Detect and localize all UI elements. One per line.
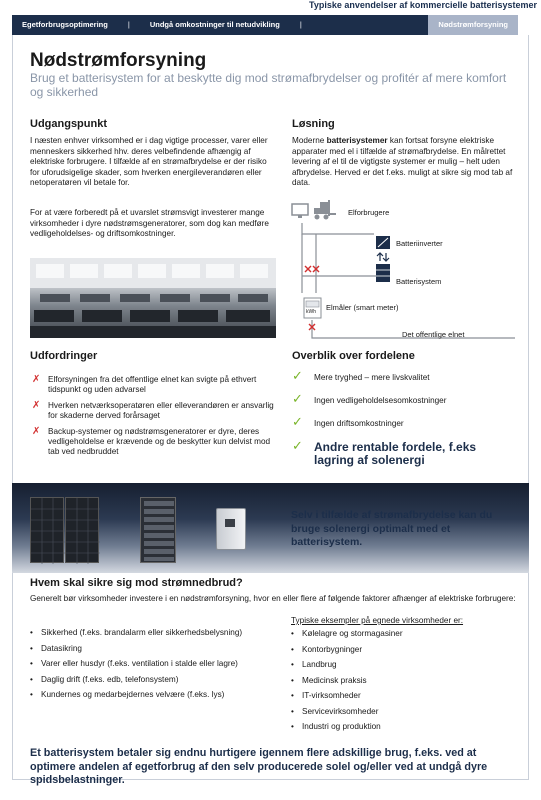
page-title: Nødstrømforsyning: [30, 50, 207, 71]
list-item: • Servicevirksomheder: [291, 707, 511, 718]
diagram-label-batteriinverter: Batteriinverter: [396, 239, 443, 248]
list-item: ✓ Mere tryghed – mere livskvalitet: [292, 368, 430, 383]
diagram-meter-unit: kWh: [306, 309, 316, 315]
document-title: Typiske anvendelser af kommercielle batterisystemer: [309, 0, 537, 10]
monitor-icon: [292, 204, 308, 218]
list-item: ✓ Andre rentable fordele, f.eks lagring af solenergi: [292, 438, 477, 467]
loesning-text-a: Moderne: [292, 136, 327, 145]
udgangspunkt-paragraph-1: I næsten enhver virksomhed er i dag vigtige processer, varer eller menneskers sikkerhed hhv. deres velbefindende afhængig af elektriske forbrugere. I tilfælde af en strømafbrydelse er der risiko for uforudsigelige skader, som hverken energileverandøren eller netoperatøren vil betale for.: [30, 136, 268, 188]
list-item: • Daglig drift (f.eks. edb, telefonsystem): [30, 675, 270, 686]
diagram-label-elforbrugere: Elforbrugere: [348, 208, 390, 217]
list-item: • Medicinsk praksis: [291, 676, 511, 687]
list-item: ✗ Backup-systemer og nødstrømsgeneratorer er dyre, deres vedligeholdelse er krævende og de beskytter kun delvist mod tab ved nedbruddet: [32, 426, 271, 456]
list-item: ✗ Elforsyningen fra det offentlige elnet kan svigte på ethvert tidspunkt og uden advarsel: [32, 374, 257, 394]
diagram-label-batterisystem: Batterisystem: [396, 277, 442, 286]
tab-noedstroemforsyning[interactable]: Nødstrømforsyning: [428, 15, 518, 35]
tab-separator: |: [127, 20, 130, 29]
tab-bar: [12, 15, 518, 35]
diagram-label-elnet: Det offentlige elnet: [402, 330, 465, 339]
loesning-text-b: kan fortsat forsyne elektriske apparater med el i tilfælde af strømafbrydelse. En målrettet levering af el til de vigtigste systemer er mulig – helt uden afbrydelse. Herved er det f.eks. muligt at sikre sig mod tab af data.: [292, 136, 513, 188]
list-item: • Kølelagre og stormagasiner: [291, 629, 511, 640]
faktorer-list: [30, 628, 270, 706]
office-photo: [30, 258, 276, 338]
udgangspunkt-paragraph-2: For at være forberedt på et uvarslet strømsvigt investerer mange virksomheder i dyre nødstrømsgeneratorer, som dog kan medføre vedligeholdelses- og driftsomkostninger.: [30, 208, 269, 239]
checkmark-icon: ✓: [292, 391, 303, 406]
document-header: [0, 0, 541, 14]
tab-separator: |: [299, 20, 302, 29]
red-x-icon: ✗: [32, 426, 41, 437]
battery-rack-image: [140, 497, 176, 563]
tab-netudvikling[interactable]: Undgå omkostninger til netudvikling: [149, 20, 280, 29]
page-subtitle: Brug et batterisystem for at beskytte dig mod strømafbrydelser og profitér af mere komfort og sikkerhed: [30, 71, 507, 99]
checkmark-icon: ✓: [292, 368, 303, 383]
updown-arrows-icon: [377, 253, 389, 261]
list-item: • Kundernes og medarbejdernes velvære (f.eks. lys): [30, 690, 270, 701]
eksempler-list: [291, 629, 511, 738]
diagram-label-elmaaler: Elmåler (smart meter): [326, 303, 399, 312]
loesning-text-bold: batterisystemer: [326, 136, 388, 145]
inverter-icon: [376, 236, 390, 249]
forklift-icon: [314, 200, 336, 220]
red-x-icon: ✗: [32, 400, 41, 411]
list-item: • Landbrug: [291, 660, 511, 671]
fordele-list: [292, 368, 512, 467]
list-item: • Sikkerhed (f.eks. brandalarm eller sikkerhedsbelysning): [30, 628, 270, 639]
fordele-heading: Overblik over fordelene: [292, 350, 415, 362]
conclusion-text: Et batterisystem betaler sig endnu hurtigere igennem flere adskillige brug, f.eks. ved at optimere andelen af egetforbrug af den selv producerede solel og/eller ved at undgå dyre spidsbelastninger.: [30, 747, 488, 786]
eksempler-heading: Typiske eksempler på egnede virksomheder er:: [291, 616, 464, 625]
list-item: ✓ Ingen vedligeholdelsesomkostninger: [292, 391, 447, 406]
battery-icon: [376, 264, 390, 282]
smart-meter-icon: [304, 298, 321, 318]
list-item: ✗ Hverken netværksoperatøren eller elleverandøren er ansvarlig for skaderne derved forårsaget: [32, 400, 274, 420]
list-item: • Datasikring: [30, 644, 270, 655]
checkmark-icon: ✓: [292, 414, 303, 429]
solar-panel-image: [30, 497, 64, 563]
list-item: • Varer eller husdyr (f.eks. ventilation i stalde eller lagre): [30, 659, 270, 670]
solar-panel-image: [65, 497, 99, 563]
udfordringer-list: [30, 375, 276, 463]
list-item: • Industri og produktion: [291, 722, 511, 733]
list-item: ✓ Ingen driftsomkostninger: [292, 414, 404, 429]
tab-egetforbrugsoptimering[interactable]: Egetforbrugsoptimering: [22, 20, 108, 29]
inverter-image: [216, 508, 246, 550]
loesning-paragraph: [292, 136, 514, 189]
banner-text: Selv i tilfælde af strømafbrydelse kan du bruge solenergi optimalt med et batterisystem.: [291, 509, 493, 548]
list-item: • Kontorbygninger: [291, 645, 511, 656]
hvem-intro: Generelt bør virksomheder investere i en nødstrømforsyning, hvor en eller flere af følgende faktorer afhænger af elektriske forbrugere:: [30, 594, 516, 603]
udfordringer-heading: Udfordringer: [30, 350, 98, 362]
red-x-icon: ✗: [32, 374, 41, 385]
list-item: • IT-virksomheder: [291, 691, 511, 702]
solution-diagram: [290, 198, 515, 343]
hvem-heading: Hvem skal sikre sig mod strømnedbrud?: [30, 577, 243, 589]
udgangspunkt-heading: Udgangspunkt: [30, 118, 107, 130]
checkmark-icon: ✓: [292, 438, 303, 453]
loesning-heading: Løsning: [292, 118, 335, 130]
